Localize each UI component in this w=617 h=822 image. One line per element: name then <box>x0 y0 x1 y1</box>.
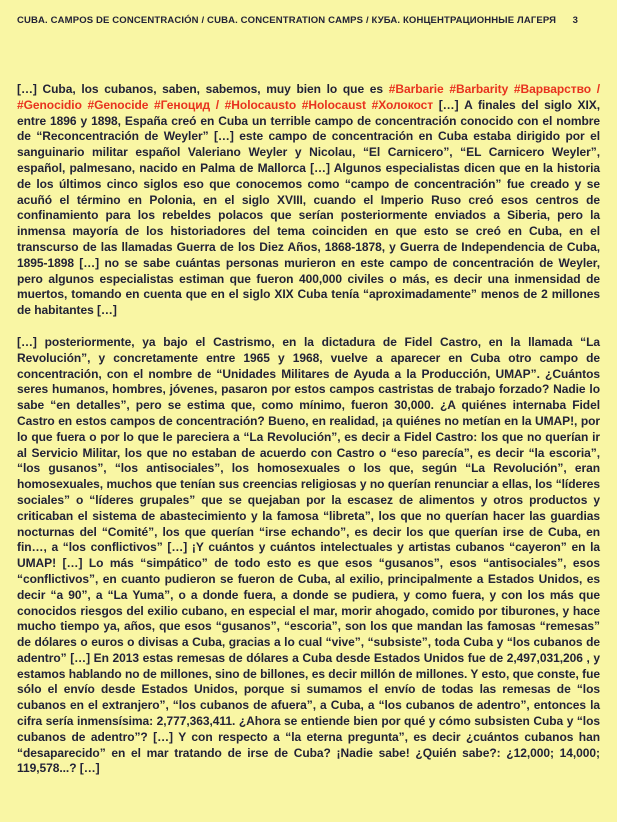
paragraph-umap-remittances <box>17 335 600 777</box>
page-header <box>17 15 600 26</box>
document-body <box>17 82 600 777</box>
page-number: 3 <box>572 15 578 26</box>
text-segment: […] Cuba, los cubanos, saben, sabemos, muy bien lo que es <box>17 82 389 96</box>
hashtag-text-segment: #Barbarie #Barbarity #Варварство / #Genocidio #Genocide #Геноцид / #Holocausto #Holocaust #Холокост <box>17 82 601 112</box>
paragraph-weyler-reconcentration <box>17 82 600 319</box>
header-title: CUBA. CAMPOS DE CONCENTRACIÓN / CUBA. CONCENTRATION CAMPS / КУБА. КОНЦЕНТРАЦИОННЫЕ ЛАГЕРЯ <box>17 15 557 26</box>
text-segment: […] A finales del siglo XIX, entre 1896 y 1898, España creó en Cuba un terrible campo de concentración conocido con el nombre de “Reconcentración de Weyler” […] este campo de concentración en Cuba estaba dirigido por el sanguinario militar español Valeriano Weyler y Nicolau, “El Carnicero”, “EL Carnicero Weyler”, español, palmesano, nacido en Palma de Mallorca […] Algunos especialistas dicen que en la historia de los últimos cinco siglos eso que conocemos como “campo de concentración” fue creado y se acuñó el término en Polonia, en el siglo XVIII, cuando el Imperio Ruso creó esos centros de confinamiento para los rebeldes polacos que serían posteriormente enviados a Siberia, pero la inmensa mayoría de los historiadores del tema coinciden en que esto se creó en Cuba, en el transcurso de las llamadas Guerra de los Diez Años, 1868-1878, y Guerra de Independencia de Cuba, 1895-1898 […] no se sabe cuántas personas murieron en este campo de concentración de Weyler, pero algunos especialistas estiman que fueron 400,000 civiles o más, es decir una inmensidad de muertos, tomando en cuenta que en el siglo XIX Cuba tenía “aproximadamente” menos de 2 millones de habitantes […] <box>17 97 600 318</box>
text-segment: […] posteriormente, ya bajo el Castrismo, en la dictadura de Fidel Castro, en la llamada “La Revolución”, y concretamente entre 1965 y 1968, vuelve a aparecer en Cuba otro campo de concentración, con el nombre de “Unidades Militares de Ayuda a la Producción, UMAP”. ¿Cuántos seres humanos, hombres, jóvenes, pasaron por estos campos castristas de trabajo forzado? Nadie lo sabe “en detalles”, pero se estima que, como mínimo, fueron 30,000. ¿A quiénes internaba Fidel Castro en estos campos de concentración? Bueno, en realidad, ¡a quiénes no metían en la UMAP!, por lo que fuera o por lo que le pareciera a “La Revolución”, es decir a Fidel Castro: los que no querían ir al Servicio Militar, los que no estaban de acuerdo con Castro o “eso parecía”, es decir “la escoria”, “los gusanos”, “los antisociales”, los homosexuales o los que, según “La Revolución”, eran homosexuales, muchos que tenían sus creencias religiosas y no querían renunciar a ellas, los “líderes sociales” o “líderes grupales” que se quejaban por la escasez de alimentos y otros productos y criticaban el sistema de abastecimiento y la famosa “libreta”, los que no querían hacer las guardias nocturnas del “Comité”, los que querían “irse echando”, es decir los que querían irse de Cuba, en fin…, a “los conflictivos” […] ¡Y cuántos y cuántos intelectuales y artistas cubanos “cayeron” en la UMAP! […] Lo más “simpático” de todo esto es que esos “gusanos”, esos “antisociales”, esos “conflictivos”, en cuanto pudieron se fueron de Cuba, al exilio, principalmente a Estados Unidos, es decir “a 90”, a “La Yuma”, o a donde fuera, a donde se pudiera, y como fuera, y con los más que conocidos riesgos del exilio cubano, en especial el mar, morir ahogado, comido por tiburones, y hace mucho tiempo ya, años, que esos “gusanos”, “escoria”, son los que mandan las famosas “remesas” de dólares o euros o divisas a Cuba, gracias a lo cual “vive”, “subsiste”, toda Cuba y “los cubanos de adentro” […] En 2013 estas remesas de dólares a Cuba desde Estados Unidos fue de 2,497,031,206 , y estamos hablando no de millones, sino de billones, es decir millón de millones. Y esto, que conste, fue sólo el envío desde Estados Unidos, porque si sumamos el envío de todas las remesas de “los cubanos en el extranjero”, “los cubanos de afuera”, a Cuba, a “los cubanos de adentro”, entonces la cifra sería inmensísima: 2,777,363,411. ¿Ahora se entiende bien por qué y cómo subsisten Cuba y “los cubanos de adentro”? […] Y con respecto a “la eterna pregunta”, es decir ¿cuántos cubanos han “desaparecido” en el mar tratando de irse de Cuba? ¡Nadie sabe! ¿Quién sabe?: ¿12,000; 14,000; 119,578...? […] <box>17 334 600 776</box>
